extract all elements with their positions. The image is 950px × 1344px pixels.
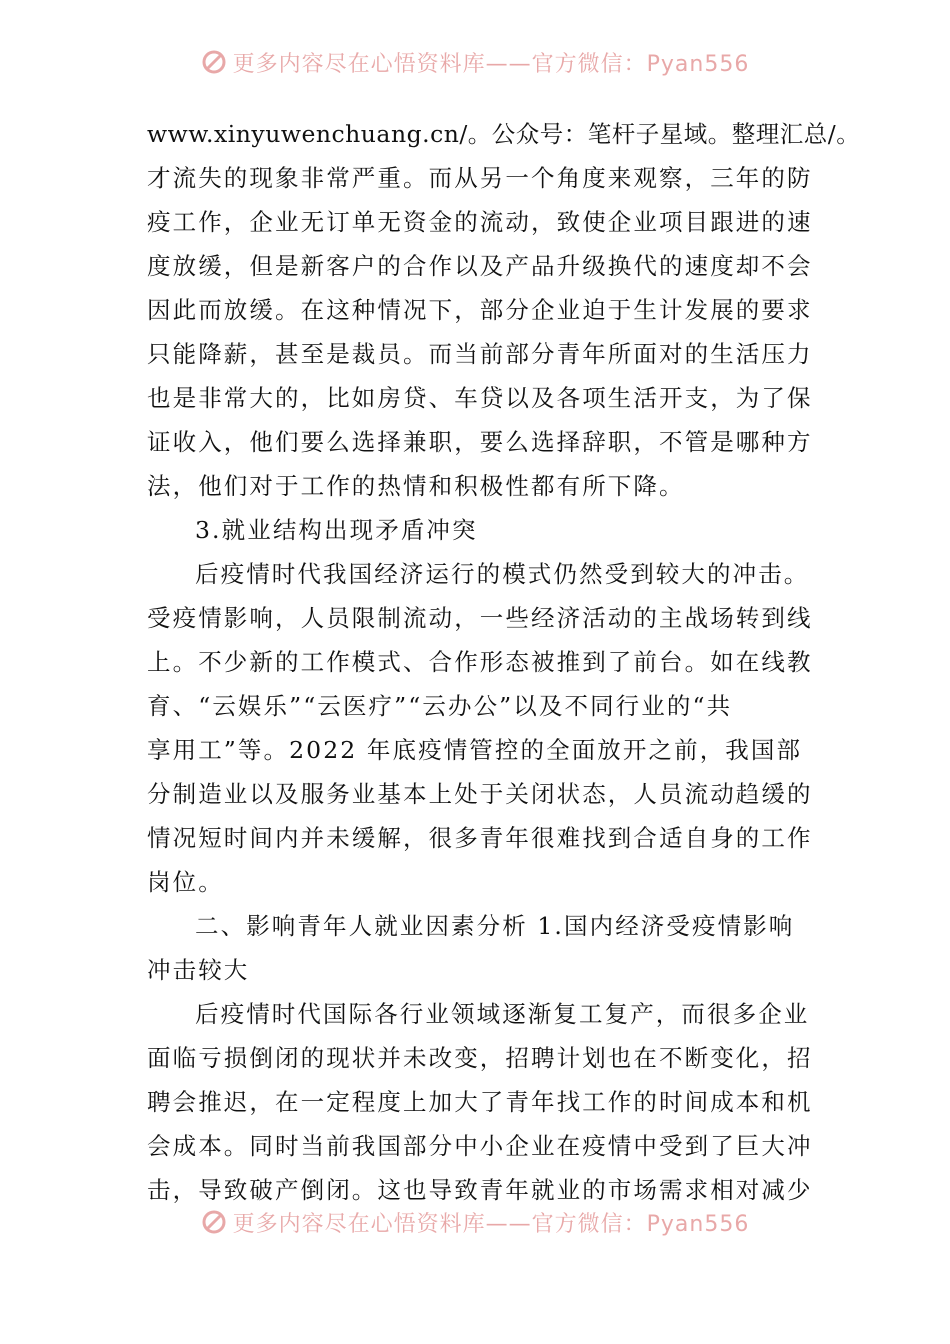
- section-heading-continued: 冲击较大: [147, 956, 250, 984]
- text-line: 后疫情时代我国经济运行的模式仍然受到较大的冲击。: [195, 560, 810, 588]
- text-line: 会成本。同时当前我国部分中小企业在疫情中受到了巨大冲: [147, 1132, 813, 1160]
- section-heading: 3.就业结构出现矛盾冲突: [195, 516, 478, 544]
- text-line: 分制造业以及服务业基本上处于关闭状态，人员流动趋缓的: [147, 780, 813, 808]
- text-line: 面临亏损倒闭的现状并未改变，招聘计划也在不断变化，招: [147, 1044, 813, 1072]
- text-line: 证收入，他们要么选择兼职，要么选择辞职，不管是哪种方: [147, 428, 813, 456]
- text-line: 聘会推迟，在一定程度上加大了青年找工作的时间成本和机: [147, 1088, 813, 1116]
- watermark-text: 更多内容尽在心悟资料库——官方微信：Pyan556: [232, 1211, 750, 1237]
- header-watermark: [0, 42, 950, 82]
- brand-logo-icon: [201, 1209, 227, 1235]
- text-line: 岗位。: [147, 868, 224, 896]
- text-line: 受疫情影响，人员限制流动，一些经济活动的主战场转到线: [147, 604, 813, 632]
- footer-watermark: [0, 1202, 950, 1242]
- text-line: 才流失的现象非常严重。而从另一个角度来观察，三年的防: [147, 164, 813, 192]
- text-line: 后疫情时代国际各行业领域逐渐复工复产，而很多企业: [195, 1000, 810, 1028]
- brand-logo-icon: [201, 49, 227, 75]
- watermark-text: 更多内容尽在心悟资料库——官方微信：Pyan556: [232, 51, 750, 77]
- text-line: 击，导致破产倒闭。这也导致青年就业的市场需求相对减少: [147, 1176, 813, 1204]
- text-line: 度放缓，但是新客户的合作以及产品升级换代的速度却不会: [147, 252, 813, 280]
- section-heading: 二、影响青年人就业因素分析 1.国内经济受疫情影响: [195, 912, 795, 940]
- text-line: 法，他们对于工作的热情和积极性都有所下降。: [147, 472, 685, 500]
- document-body: [147, 112, 861, 1212]
- text-line: 也是非常大的，比如房贷、车贷以及各项生活开支，为了保: [147, 384, 813, 412]
- text-line: 疫工作，企业无订单无资金的流动，致使企业项目跟进的速: [147, 208, 813, 236]
- text-line: 因此而放缓。在这种情况下，部分企业迫于生计发展的要求: [147, 296, 813, 324]
- text-line: www.xinyuwenchuang.cn/。公众号：笔杆子星域。整理汇总/。: [147, 120, 861, 148]
- text-line: 情况短时间内并未缓解，很多青年很难找到合适自身的工作: [147, 824, 813, 852]
- text-line: 育、“云娱乐”“云医疗”“云办公”以及不同行业的“共: [147, 692, 733, 720]
- text-line: 享用工”等。2022 年底疫情管控的全面放开之前，我国部: [147, 736, 803, 764]
- text-line: 只能降薪，甚至是裁员。而当前部分青年所面对的生活压力: [147, 340, 813, 368]
- text-line: 上。不少新的工作模式、合作形态被推到了前台。如在线教: [147, 648, 813, 676]
